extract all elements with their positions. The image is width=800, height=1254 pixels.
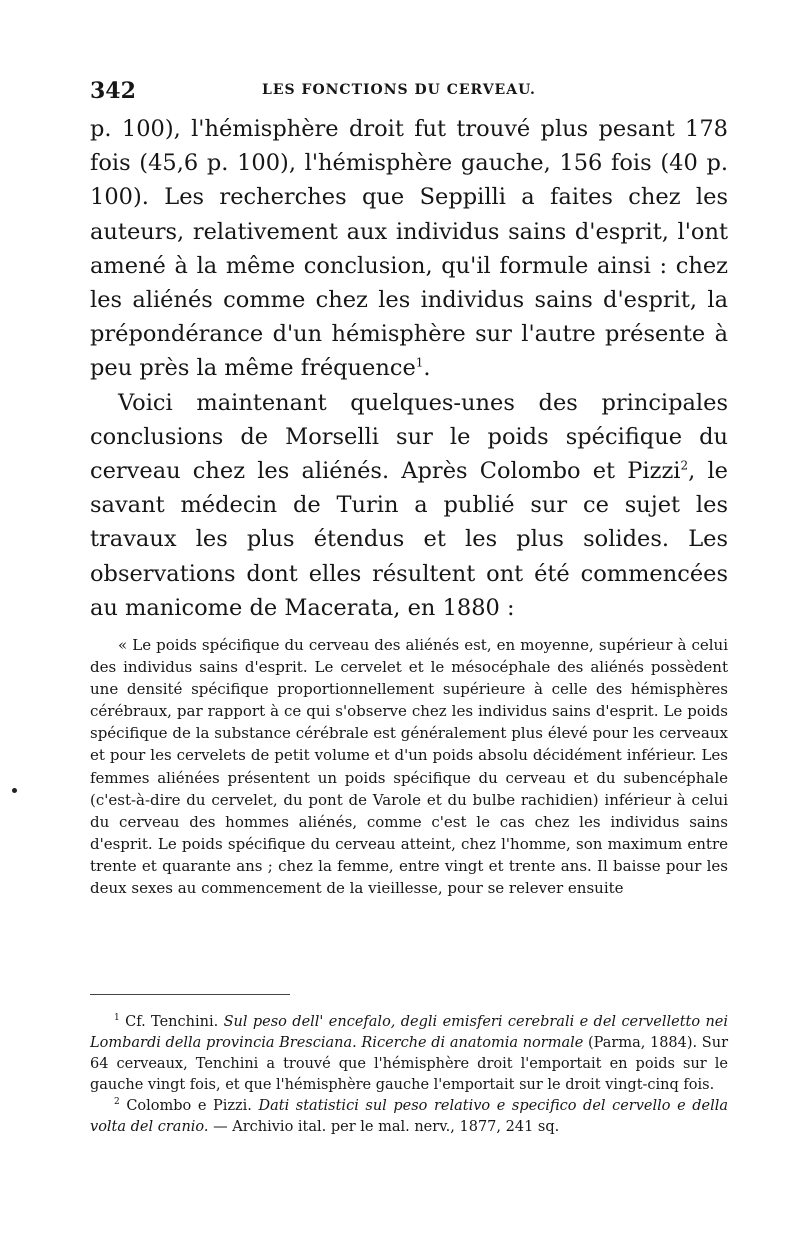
footnote-divider	[90, 994, 290, 995]
footnote-2	[90, 1096, 728, 1138]
footnotes	[90, 1012, 728, 1138]
margin-mark	[12, 788, 17, 793]
footnote-rest: — Archivio ital. per le mal. nerv., 1877, 241 sq.	[213, 1119, 560, 1135]
paragraph-text: Voici maintenant quelques-unes des principales conclusions de Morselli sur le poids spécifique du cerveau chez les aliénés. Après Colombo et Pizzi	[90, 389, 728, 485]
quote-text: « Le poids spécifique du cerveau des aliénés est, en moyenne, supérieur à celui des individus sains d'esprit. Le cervelet et le mésocéphale des aliénés possèdent une densité spécifique proportionnellement supérieure à celle des hémisphères cérébraux, par rapport à ce qui s'observe chez les individus sains d'esprit. Le poids spécifique de la substance cérébrale est généralement plus élevé pour les cerveaux et pour les cervelets de petit volume et d'un poids absolu décidément inférieur. Les femmes aliénées présentent un poids spécifique du cerveau et du subencéphale (c'est-à-dire du cervelet, du pont de Varole et du bulbe rachidien) inférieur à celui du cerveau des hommes aliénés, comme c'est le cas chez les individus sains d'esprit. Le poids spécifique du cerveau atteint, chez l'homme, son maximum entre trente et quarante ans ; chez la femme, entre vingt et trente ans. Il baisse pour les deux sexes au commencement de la vieillesse, pour se relever ensuite	[90, 636, 728, 898]
footnote-1	[90, 1012, 728, 1096]
footnote-marker: 1	[114, 1013, 120, 1024]
footnote-marker: 2	[114, 1097, 120, 1108]
block-quote	[90, 634, 728, 899]
paragraph-text-continued: , le savant médecin de Turin a publié sur ce sujet les travaux les plus étendus et les plus solides. Les observations dont elles résultent ont été commencées au manicome de Macerata, en 1880 :	[90, 458, 728, 621]
footnote-rest: (Parma, 1884). Sur 64 cerveaux, Tenchini a trouvé que l'hémisphère droit l'emportait en poids sur le gauche vingt fois, et que l'hémisphère gauche l'emportait sur le droit vingt-cinq fois.	[90, 1035, 728, 1093]
main-text	[90, 112, 728, 625]
footnote-lead: Cf. Tenchini.	[125, 1014, 219, 1030]
running-head	[90, 78, 730, 108]
body-paragraph-1	[90, 112, 728, 386]
footnote-title: Sul peso dell' encefalo, degli emisferi cerebrali e del cervelletto nei Lombardi della provincia Bresciana. Ricerche di anatomia normale	[90, 1014, 729, 1051]
running-title: LES FONCTIONS DU CERVEAU.	[262, 82, 536, 98]
footnote-title: Dati statistici sul peso relativo e specifico del cervello e della volta del cranio.	[90, 1098, 729, 1135]
paragraph-end: .	[423, 355, 431, 382]
footnote-reference: 1	[415, 355, 424, 370]
footnote-reference: 2	[680, 458, 689, 473]
paragraph-text: p. 100), l'hémisphère droit fut trouvé plus pesant 178 fois (45,6 p. 100), l'hémisphère gauche, 156 fois (40 p. 100). Les recherches que Seppilli a faites chez les auteurs, relativement aux individus sains d'esprit, l'ont amené à la même conclusion, qu'il formule ainsi : chez les aliénés comme chez les individus sains d'esprit, la prépondérance d'un hémisphère sur l'autre présente à peu près la même fréquence	[90, 116, 728, 382]
footnote-lead: Colombo e Pizzi.	[126, 1098, 252, 1114]
page-number: 342	[90, 78, 136, 104]
body-paragraph-2	[90, 386, 728, 625]
